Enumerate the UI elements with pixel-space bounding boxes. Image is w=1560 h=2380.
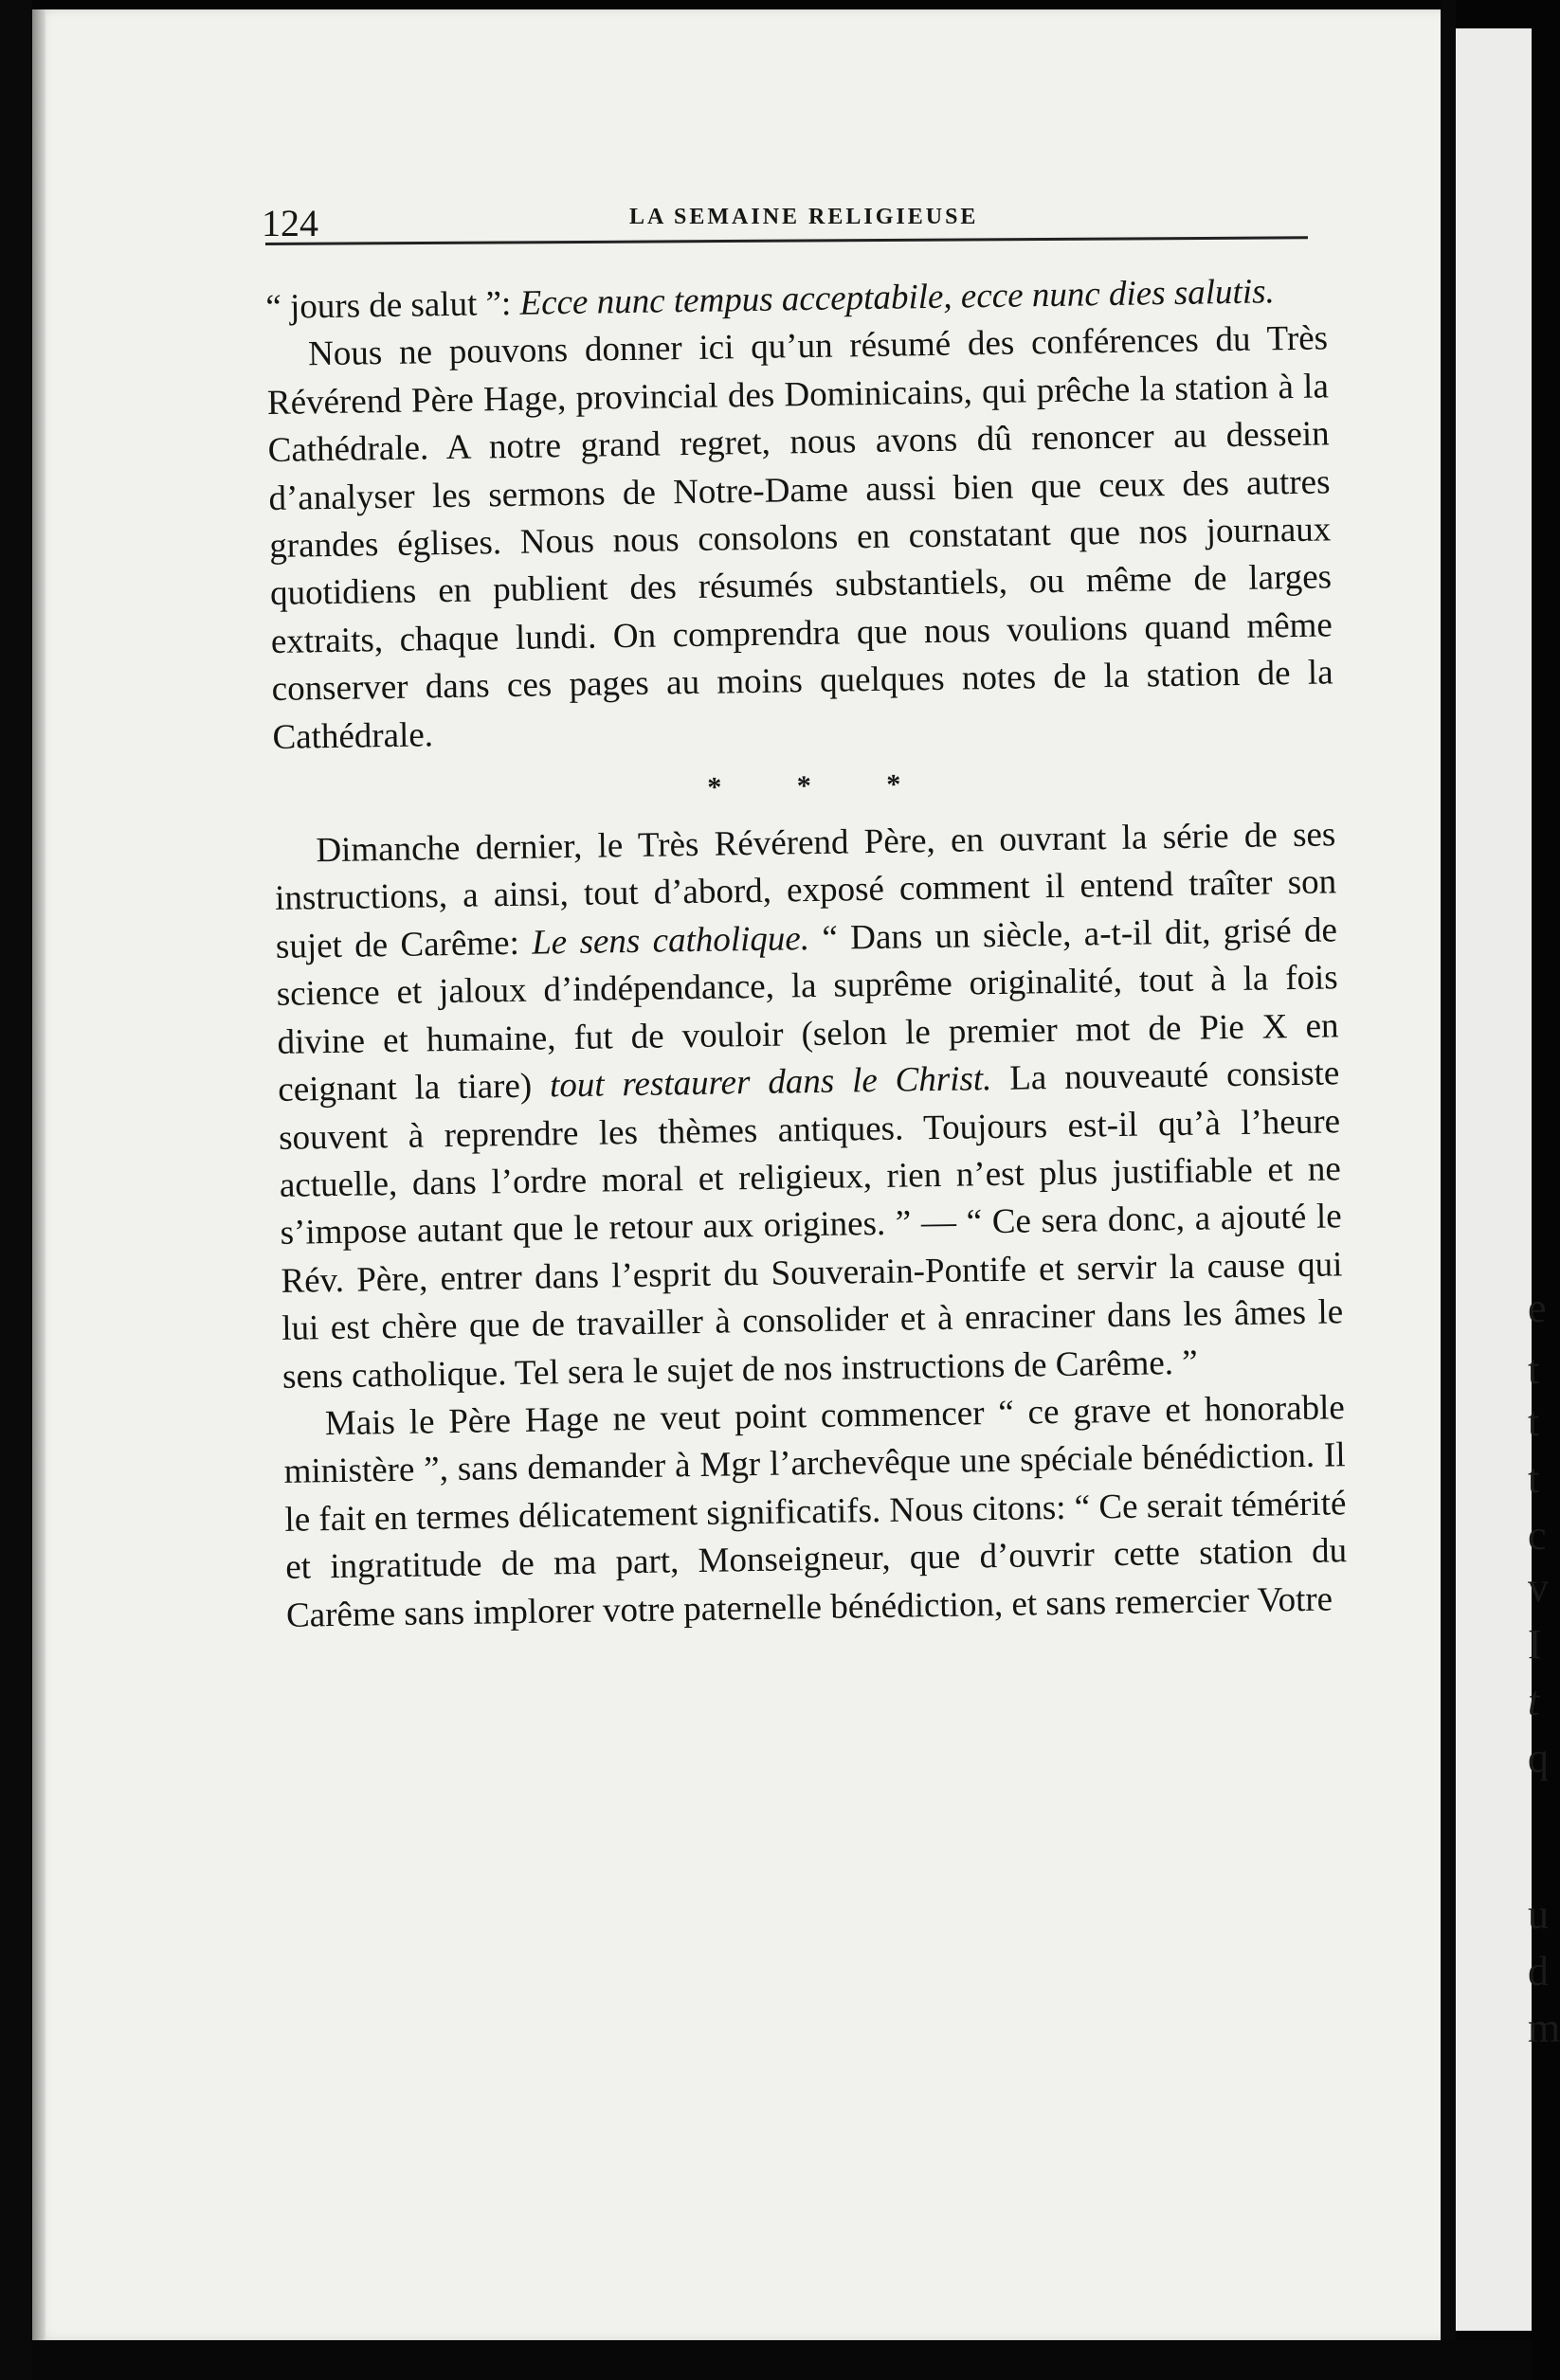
paragraph-2: Nous ne pouvons donner ici qu’un résumé des conférences du Très Révérend Père Hage, provincial des Dominicains, qui prêche la station à la Cathédrale. A notre grand regret, nous avons dû renoncer au dessein d’analyser les sermons de Notre-Dame aussi bien que ceux des autres grandes églises. Nous nous consolons en constatant que nos journaux quotidiens en publient des résumés substantiels, ou même de larges extraits, chaque lundi. On comprendra que nous voulions quand même conserver dans ces pages au moins quelques notes de la station de la Cathédrale. (266, 318, 1333, 757)
papal-motto: tout restaurer dans le Christ. (549, 1059, 992, 1106)
paragraph-3-text-a: Dimanche dernier, le Très Révérend Père, en ouvrant la série de ses instructions, a ainsi, tout d’abord, exposé comment il entend traîter son sujet de Carême: (274, 815, 1337, 966)
fragment-letter: q (1528, 1735, 1549, 1781)
paragraph-4: Mais le Père Hage ne veut point commencer “ ce grave et honorable ministère ”, sans demander à Mgr l’archevêque une spéciale bénédiction. Il le fait en termes délicatement significatifs. Nous citons: “ Ce serait témérité et ingratitude de ma part, Monseigneur, que d’ouvrir cette station du Carême sans implorer votre paternelle bénédiction, et sans remercier Votre (283, 1388, 1348, 1635)
page-body (265, 267, 1348, 1639)
fragment-letter: c (1528, 1512, 1547, 1559)
fragment-letter: e (1528, 1285, 1547, 1331)
running-head: LA SEMAINE RELIGIEUSE (629, 205, 979, 229)
adjacent-page-fragment (1456, 28, 1560, 2331)
quote-opening: “ jours de salut ”: (265, 283, 520, 327)
scan-border-left (0, 0, 32, 2380)
paragraph-3-text-c: La nouveauté consiste souvent à reprendre les thèmes antiques. Toujours est-il qu’à l’heure actuelle, dans l’ordre moral et religieux, rien n’est plus justifiable et ne s’impose autant que le retour aux origines. ” — “ Ce sera donc, a ajouté le Rév. Père, entrer dans l’esprit du Souverain-Pontife et servir la cause qui lui est chère que de travailler à consolider et à enraciner dans les âmes le sens catholique. Tel sera le sujet de nos instructions de Carême. ” (278, 1054, 1344, 1397)
page-number: 124 (262, 202, 318, 244)
page-divider (1441, 0, 1456, 2380)
fragment-letter: d (1528, 1948, 1549, 1994)
fragment-letter: v (1528, 1564, 1549, 1611)
page-gutter-shadow (32, 9, 45, 2340)
fragment-letter: t (1528, 1678, 1540, 1724)
latin-quote: Ecce nunc tempus acceptabile, ecce nunc dies salutis. (519, 272, 1276, 323)
paragraph-3 (274, 811, 1344, 1400)
fragment-letter: I (1528, 1621, 1542, 1668)
fragment-letter: t (1528, 1455, 1540, 1502)
paragraph-3-text-b: “ Dans un siècle, a-t-il dit, grisé de science et jaloux d’indépendance, la suprême originalité, tout à la fois divine et humaine, fut de vouloir (selon le premier mot de Pie X en ceignant la tiare) (276, 911, 1339, 1109)
section-separator: * * * (707, 768, 935, 803)
fragment-letter: u (1528, 1891, 1549, 1938)
fragment-letter: m (1528, 2005, 1560, 2051)
fragment-letter: t (1528, 1346, 1540, 1393)
scan-border-bottom (32, 2340, 1532, 2380)
lenten-theme-title: Le sens catholique. (531, 918, 810, 963)
fragment-letter: t (1528, 1398, 1540, 1445)
